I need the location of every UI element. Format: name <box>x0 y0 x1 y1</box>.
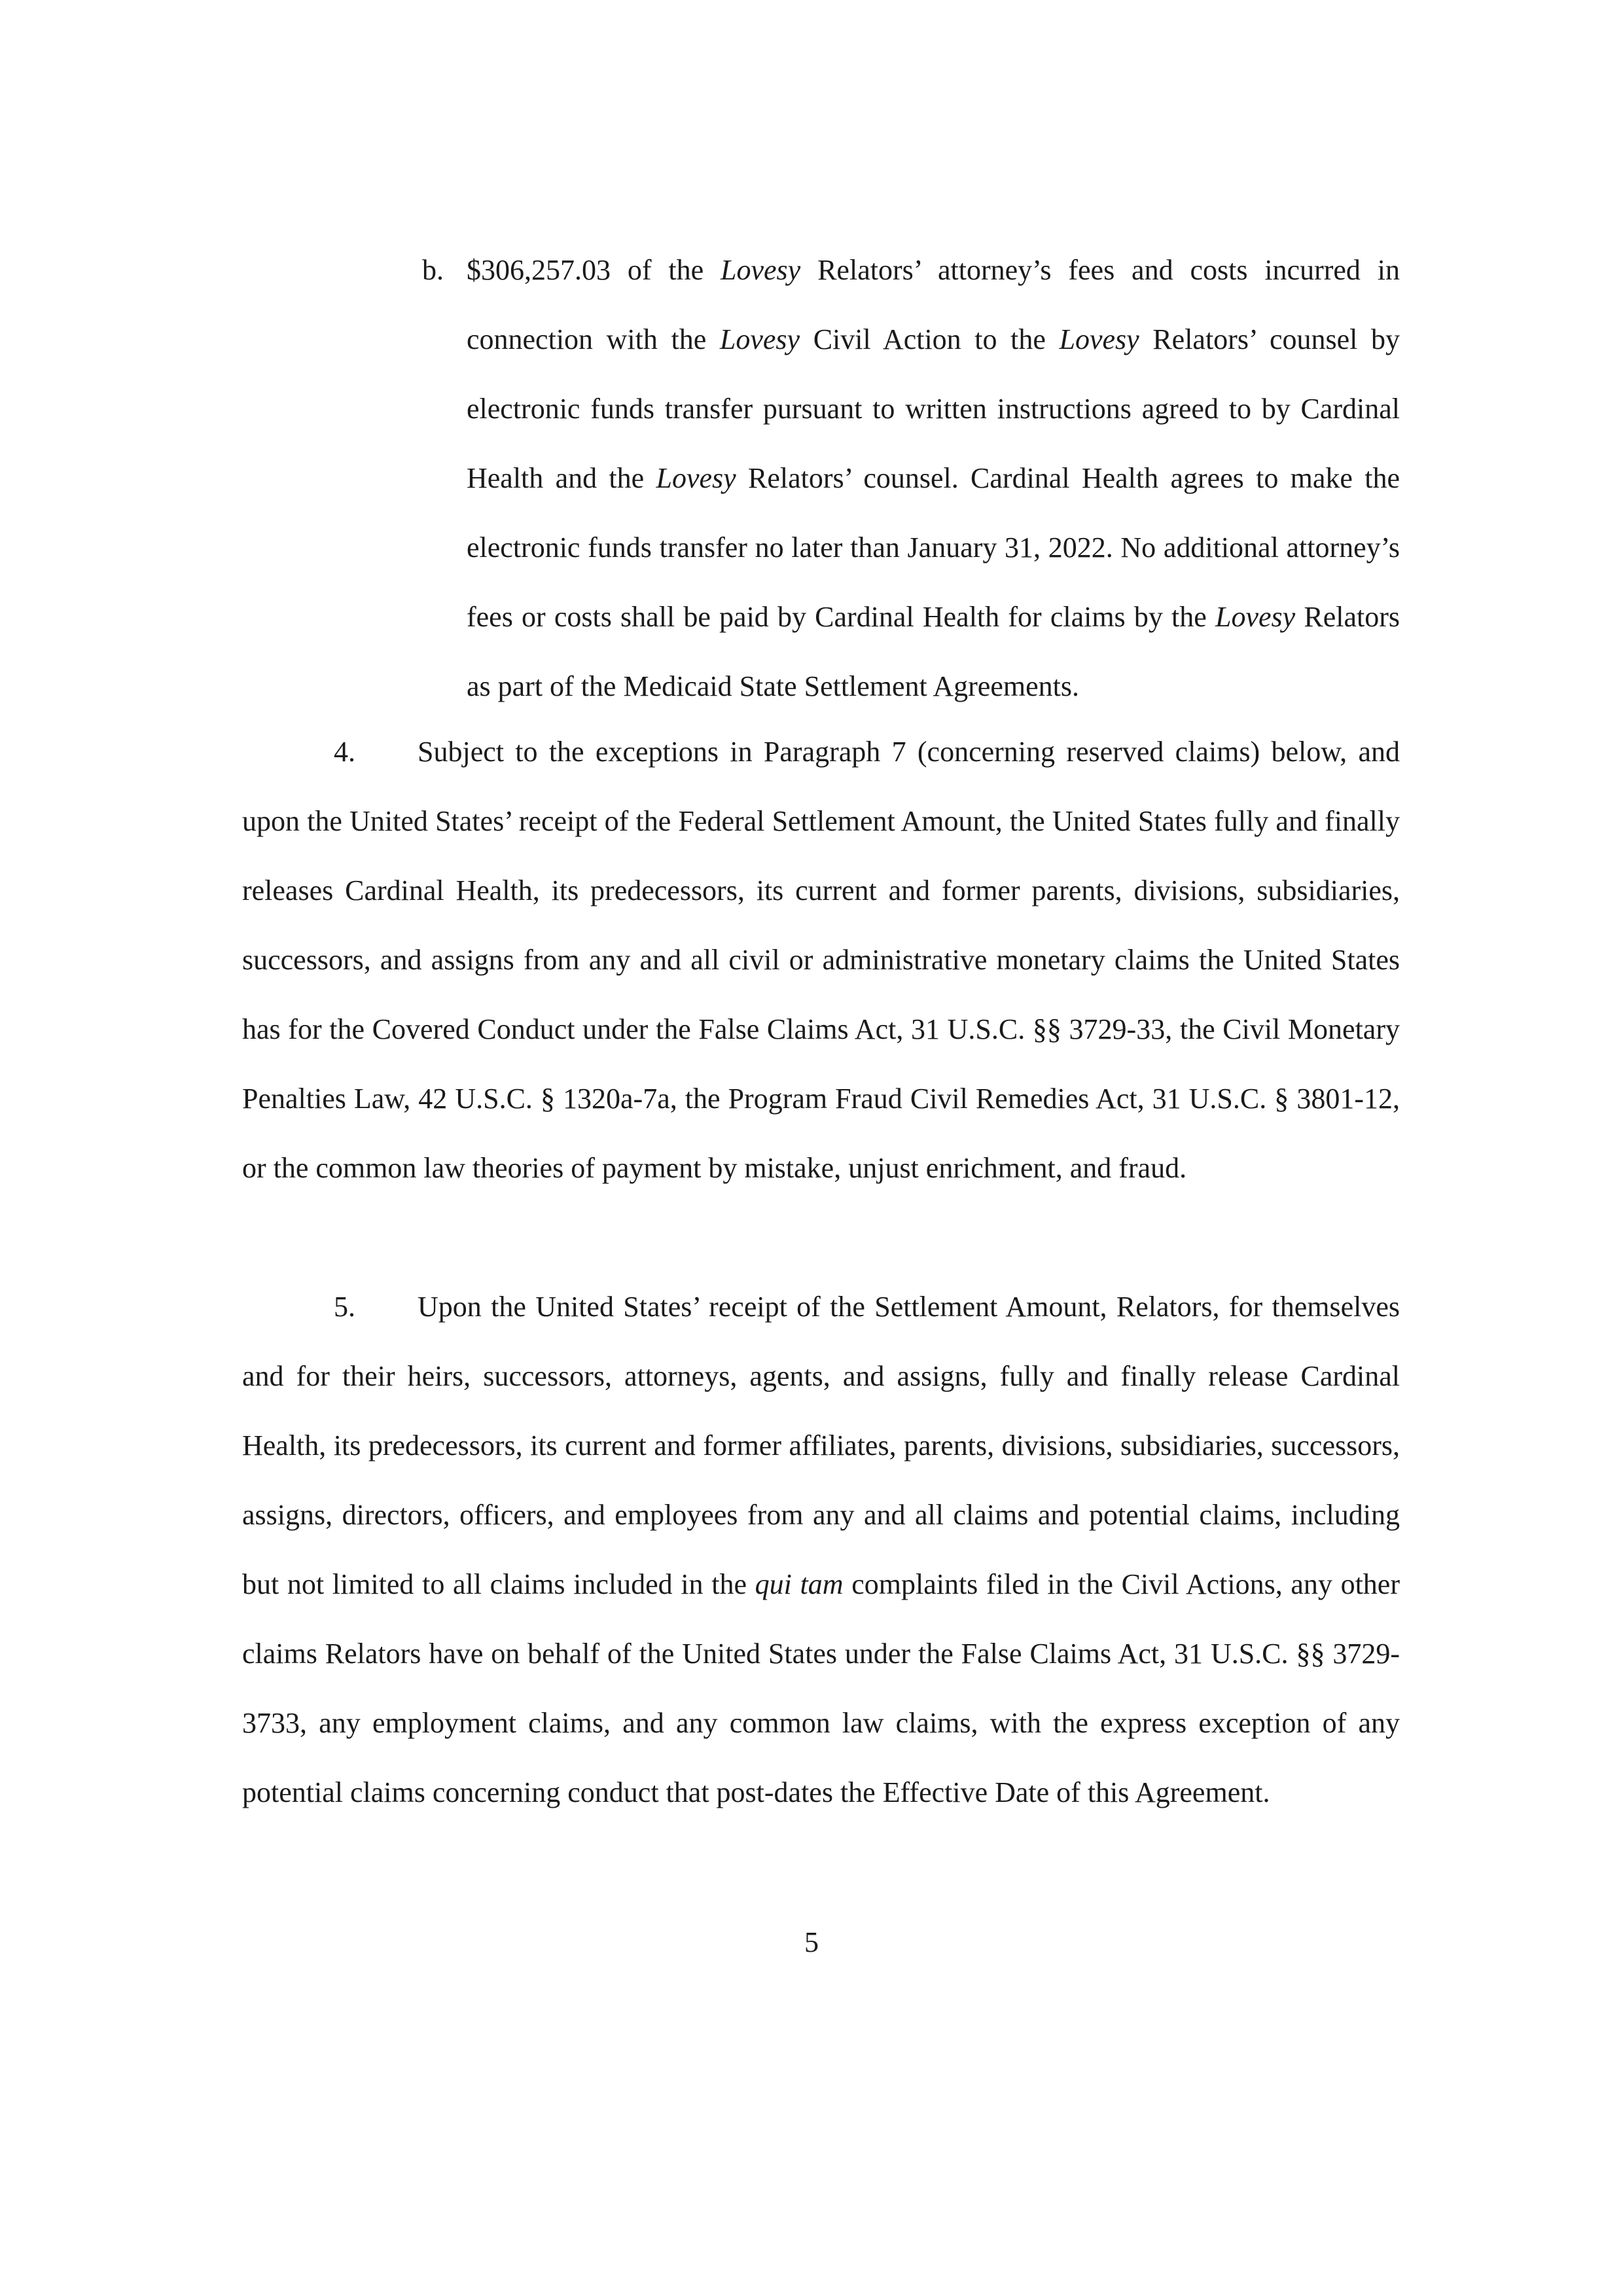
italic-case-name: Lovesy <box>719 323 800 355</box>
sub-item-b <box>422 236 1400 721</box>
text-segment: $306,257.03 of the <box>467 254 721 286</box>
text-segment: Relators’ counsel. Cardinal Health agrees to make the electronic funds transfer no later than January 31, 2022. No additional attorney’s fees or costs shall be paid by Cardinal Health for claims by the <box>467 462 1400 633</box>
text-segment: Upon the United States’ receipt of the Settlement Amount, Relators, for themselves and for their heirs, successors, attorneys, agents, and assigns, fully and finally release Cardinal Health, its predecessors, its current and former affiliates, parents, divisions, subsidiaries, successors, assigns, directors, officers, and employees from any and all claims and potential claims, including but not limited to all claims included in the <box>242 1291 1400 1600</box>
italic-case-name: Lovesy <box>1059 323 1139 355</box>
paragraph-number: 4. <box>334 736 355 768</box>
paragraph-number: 5. <box>334 1291 355 1323</box>
sub-item-marker: b. <box>422 254 444 286</box>
text-segment: Relators as part of the Medicaid State Settlement Agreements. <box>467 601 1400 702</box>
paragraph-text: Subject to the exceptions in Paragraph 7 (concerning reserved claims) below, and upon the United States’ receipt of the Federal Settlement Amount, the United States fully and finally releases Cardinal Health, its predecessors, its current and former parents, divisions, subsidiaries, successors, and assigns from any and all civil or administrative monetary claims the United States has for the Covered Conduct under the False Claims Act, 31 U.S.C. §§ 3729-33, the Civil Monetary Penalties Law, 42 U.S.C. § 1320a-7a, the Program Fraud Civil Remedies Act, 31 U.S.C. § 3801-12, or the common law theories of payment by mistake, unjust enrichment, and fraud. <box>242 736 1400 1184</box>
text-segment: Civil Action to the <box>800 323 1060 355</box>
italic-case-name: Lovesy <box>1215 601 1296 633</box>
paragraph-5 <box>242 1272 1400 1827</box>
paragraph-4 <box>242 717 1400 1203</box>
italic-term: qui tam <box>755 1568 844 1600</box>
text-segment: Relators’ attorney’s fees and costs incurred in connection with the <box>467 254 1400 355</box>
text-segment: complaints filed in the Civil Actions, any other claims Relators have on behalf of the United States under the False Claims Act, 31 U.S.C. §§ 3729-3733, any employment claims, and any common law claims, with the express exception of any potential claims concerning conduct that post-dates the Effective Date of this Agreement. <box>242 1568 1400 1808</box>
page-number: 5 <box>804 1926 819 1958</box>
italic-case-name: Lovesy <box>656 462 736 494</box>
text-segment: Relators’ counsel by electronic funds transfer pursuant to written instructions agreed to by Cardinal Health and the <box>467 323 1400 494</box>
italic-case-name: Lovesy <box>721 254 801 286</box>
